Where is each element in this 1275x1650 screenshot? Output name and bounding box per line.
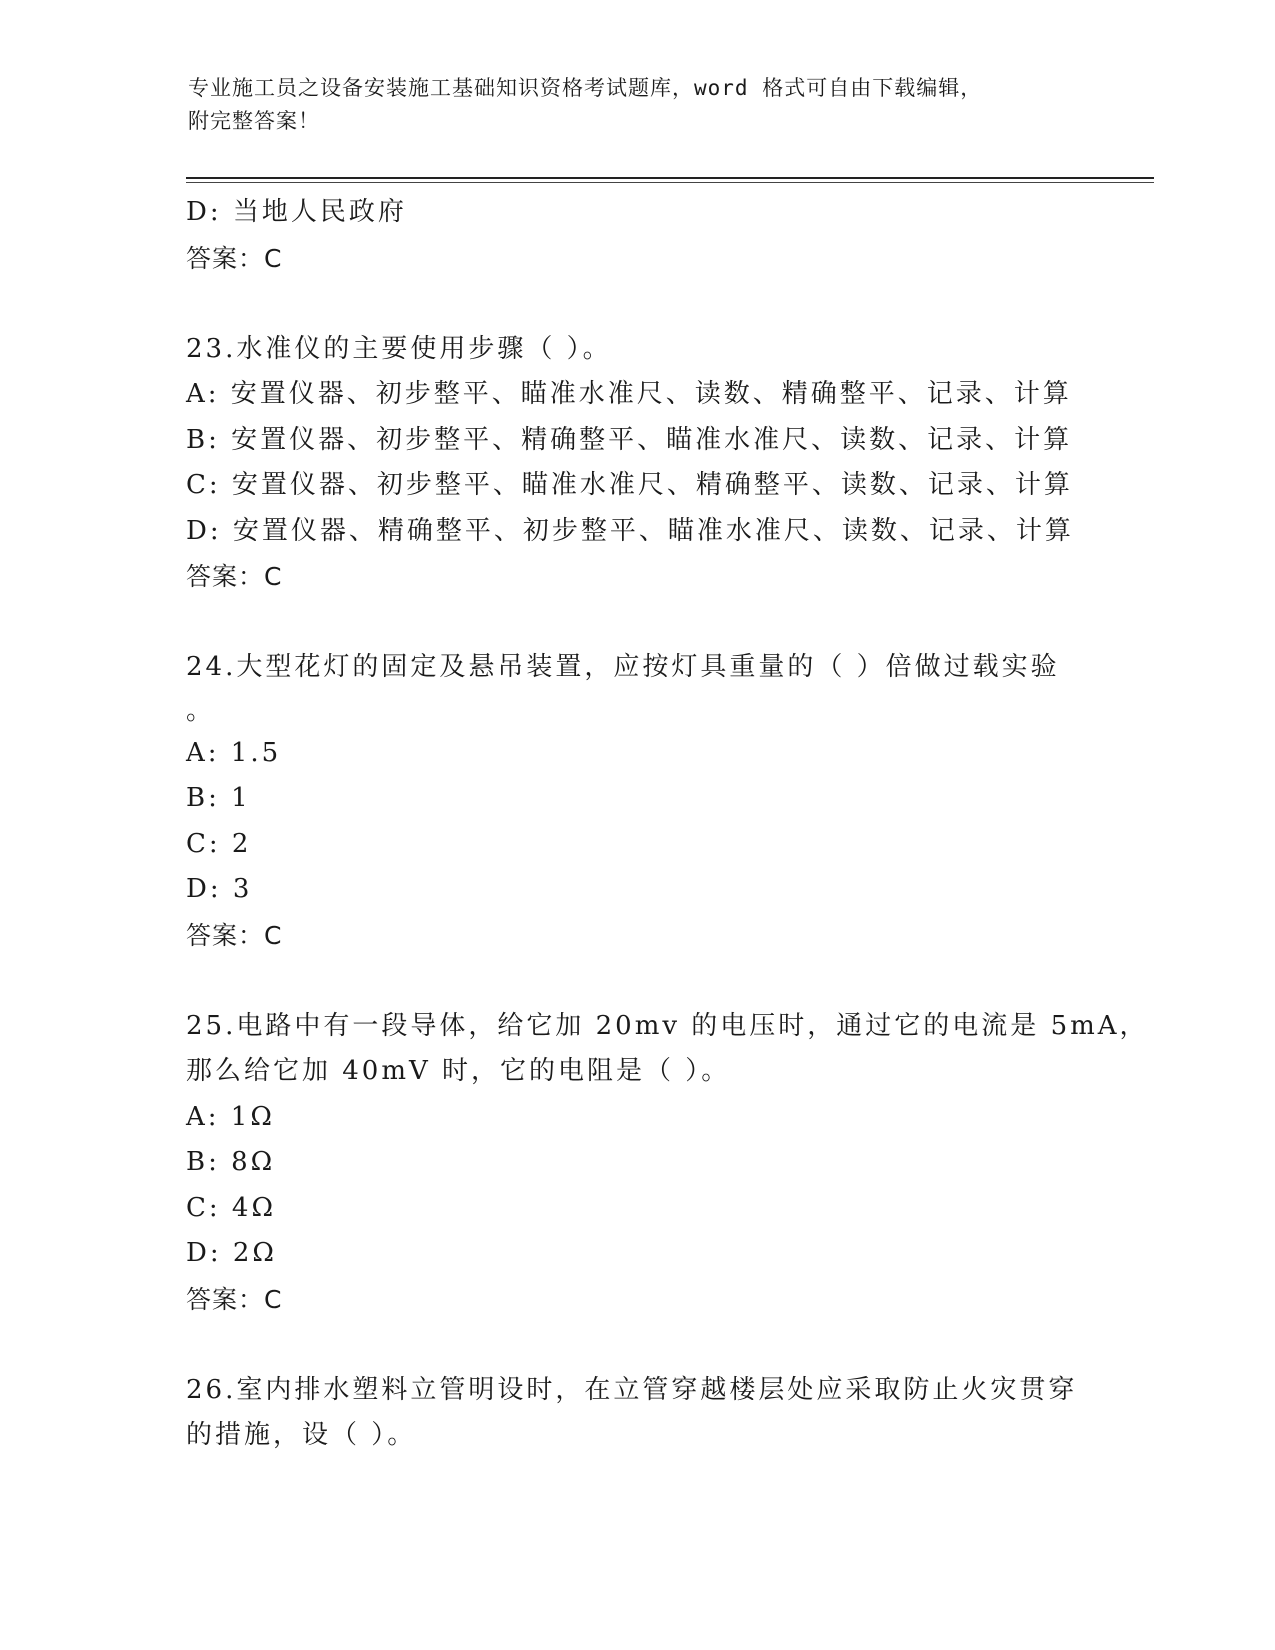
question-25-stem: 25.电路中有一段导体，给它加 20mv 的电压时，通过它的电流是 5mA， (186, 1010, 1149, 1041)
header-divider-thin (186, 182, 1154, 183)
question-25-option-c: C: 4Ω (186, 1192, 277, 1223)
question-24-option-c: C: 2 (186, 828, 252, 859)
question-24-option-d: D: 3 (186, 874, 253, 904)
question-23-option-c: C: 安置仪器、初步整平、瞄准水准尺、精确整平、读数、记录、计算 (186, 470, 1073, 500)
question-25-stem-continued: 那么给它加 40mV 时，它的电阻是（ ）。 (186, 1056, 731, 1086)
document-header (188, 72, 1088, 138)
question-23-answer: 答案：C (186, 562, 283, 591)
header-divider-thick (186, 177, 1154, 179)
spacer (186, 1322, 1086, 1368)
question-23-option-a: A: 安置仪器、初步整平、瞄准水准尺、读数、精确整平、记录、计算 (186, 379, 1072, 409)
question-24-stem: 24.大型花灯的固定及悬吊装置，应按灯具重量的（ ）倍做过载实验 (186, 652, 1060, 682)
question-25-option-b: B: 8Ω (186, 1147, 276, 1177)
spacer (186, 281, 1086, 327)
question-25-option-a: A: 1Ω (186, 1101, 275, 1132)
question-24-answer: 答案：C (186, 920, 283, 950)
question-24-option-b: B: 1 (186, 783, 251, 813)
question-25 (186, 1004, 1149, 1323)
question-24 (186, 645, 1086, 958)
question-26-stem: 26.室内排水塑料立管明设时，在立管穿越楼层处应采取防止火灾贯穿 (186, 1374, 1078, 1405)
question-23-stem: 23.水准仪的主要使用步骤（ ）。 (186, 333, 612, 364)
question-26-stem-continued: 的措施，设（ ）。 (186, 1420, 417, 1450)
question-23-option-b: B: 安置仪器、初步整平、精确整平、瞄准水准尺、读数、记录、计算 (186, 424, 1073, 455)
question-23-option-d: D: 安置仪器、精确整平、初步整平、瞄准水准尺、读数、记录、计算 (186, 515, 1074, 546)
question-23 (186, 327, 1086, 600)
question-25-option-d: D: 2Ω (186, 1238, 277, 1268)
header-line-1: 专业施工员之设备安装施工基础知识资格考试题库，word 格式可自由下载编辑， (188, 76, 983, 100)
question-24-option-a: A: 1.5 (186, 737, 282, 768)
prev-option-d: D: 当地人民政府 (186, 197, 407, 227)
question-25-answer: 答案：C (186, 1284, 283, 1314)
spacer (186, 600, 1086, 646)
question-24-stem-continued: 。 (186, 695, 216, 726)
header-line-2: 附完整答案！ (188, 109, 320, 133)
question-26 (186, 1368, 1086, 1459)
question-list (186, 190, 1149, 1459)
spacer (186, 958, 1086, 1004)
prev-answer: 答案：C (186, 243, 283, 273)
